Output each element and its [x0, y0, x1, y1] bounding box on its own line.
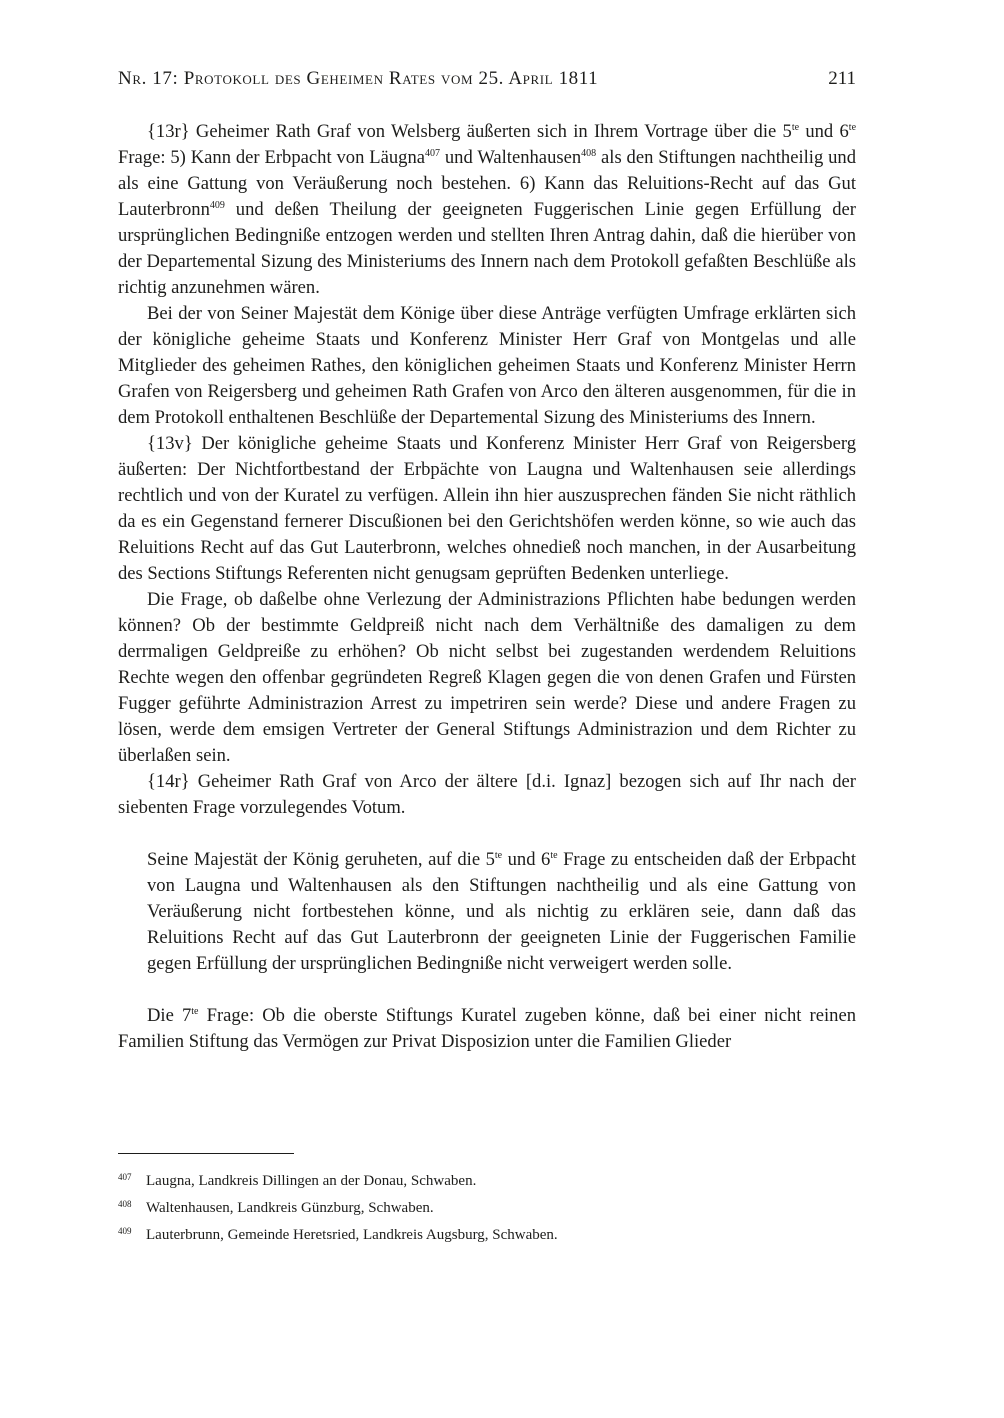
ordinal-superscript: te [550, 850, 558, 861]
text-run: Die 7 [147, 1005, 192, 1026]
footnote-text: Lauterbrunn, Gemeinde Heretsried, Landkreis Augsburg, Schwaben. [146, 1227, 558, 1243]
text-run: {13r} Geheimer Rath Graf von Welsberg äußerten sich in Ihrem Vortrage über die 5 [147, 121, 792, 142]
text-run: Frage: 5) Kann der Erbpacht von Läugna [118, 147, 426, 168]
footnote-409 [118, 1222, 856, 1249]
paragraph-fragen: Die Frage, ob daßelbe ohne Verlezung der Administrazions Pflichten habe bedungen werden können? Ob der bestimmte Geldpreiß nicht nach dem Verhältniße des damaligen zu dem derrmaligen Geldpreiße zu erhöhen? Ob nicht selbst bei zugestanden werdendem Reluitions Rechte wegen den offenbar gegründeten Regreß Klagen gegen die von denen Grafen und Fürsten Fugger geführte Administrazion Arrest zu impetriren sein werde? Diese und andere Fragen zu lösen, werde dem emsigen Vertreter der General Stiftungs Administrazion und dem Richter zu überlaßen sein. [118, 589, 856, 766]
page-number: 211 [828, 68, 856, 89]
text-run: und 6 [799, 121, 849, 142]
running-head [118, 66, 856, 92]
footnotes [118, 1168, 856, 1249]
paragraph-reigersberg: {13v} Der königliche geheime Staats und Konferenz Minister Herr Graf von Reigersberg äußerten: Der Nichtfortbestand der Erbpächte von Laugna und Waltenhausen seie allerdings rechtlich und von der Kuratel zu verfügen. Allein ihn hier auszusprechen fänden Sie nicht räthlich da es ein Gegenstand fernerer Discußionen bei den Gerichtshöfen werden könne, so wie auch das Reluitions Recht auf das Gut Lauterbronn, welches ohnedieß noch manchen, in der Ausarbeitung des Sections Stiftungs Referenten nicht genugsam geprüften Bedenken unterliege. [118, 433, 856, 584]
body-text [118, 119, 856, 1055]
footnote-ref-409[interactable]: 409 [209, 200, 225, 211]
text-run: Seine Majestät der König geruheten, auf die 5 [147, 849, 495, 870]
footnote-divider [118, 1153, 294, 1154]
paragraph-arco: {14r} Geheimer Rath Graf von Arco der ältere [d.i. Ignaz] bezogen sich auf Ihr nach der siebenten Frage vorzulegendes Votum. [118, 771, 856, 818]
ordinal-superscript: te [848, 122, 857, 133]
footnote-408 [118, 1195, 856, 1222]
ordinal-superscript: te [791, 122, 800, 133]
footnote-number: 408 [118, 1199, 132, 1209]
footnote-text: Laugna, Landkreis Dillingen an der Donau, Schwaben. [146, 1173, 477, 1189]
footnote-407 [118, 1168, 856, 1195]
footnote-number: 409 [118, 1226, 132, 1236]
ordinal-superscript: te [191, 1006, 199, 1017]
ordinal-superscript: te [494, 850, 503, 861]
text-run: Frage: Ob die oberste Stiftungs Kuratel zugeben könne, daß bei einer nicht reinen Familien Stiftung das Vermögen zur Privat Disposizion unter die Familien Glieder [118, 1005, 856, 1052]
text-run: und deßen Theilung der geeigneten Fuggerischen Linie gegen Erfüllung der ursprünglichen Bedingniße entzogen werden und stellten Ihren Antrag dahin, daß die hierüber von der Departemental Sizung des Ministeriums des Innern nach dem Protokoll gefaßten Beschlüße als richtig anzunehmen wären. [118, 199, 856, 298]
text-run: Frage zu entscheiden daß der Erbpacht von Laugna und Waltenhausen als den Stiftungen nachtheilig und als eine Gattung von Veräußerung nicht fortbestehen könne, und als nichtig zu erklären seie, dann daß das Reluitions Recht auf das Gut Lauterbronn der geeigneten Linie der Fuggerischen Familie gegen Erfüllung der ursprünglichen Bedingniße nicht verweigert werden solle. [147, 849, 857, 974]
text-run: und Waltenhausen [440, 147, 582, 168]
footnote-number: 407 [118, 1172, 132, 1182]
footnote-ref-407[interactable]: 407 [425, 148, 441, 159]
paragraph-umfrage: Bei der von Seiner Majestät dem Könige über diese Anträge verfügten Umfrage erklärten sich der königliche geheime Staats und Konferenz Minister Herr Graf von Montgelas und alle Mitglieder des geheimen Rathes, den königlichen geheimen Staats und Konferenz Minister Herrn Grafen von Reigersberg und geheimen Rath Grafen von Arco den älteren ausgenommen, für die in dem Protokoll enthaltenen Beschlüße der Departemental Sizung des Ministeriums des Innern. [118, 303, 856, 428]
text-run: und 6 [502, 849, 551, 870]
footnote-ref-408[interactable]: 408 [581, 148, 597, 159]
text-run: als den Stiftungen nachtheilig und als eine Gattung von Veräußerung noch bestehen. 6) Kann das Reluitions-Recht auf das Gut Lauterbronn [118, 147, 857, 220]
footnote-text: Waltenhausen, Landkreis Günzburg, Schwaben. [146, 1200, 434, 1216]
running-title: Nr. 17: Protokoll des Geheimen Rates vom 25. April 1811 [118, 68, 599, 89]
royal-decision [147, 847, 856, 977]
paragraph-welsberg [118, 119, 856, 301]
paragraph-siebente-frage [118, 1003, 856, 1055]
